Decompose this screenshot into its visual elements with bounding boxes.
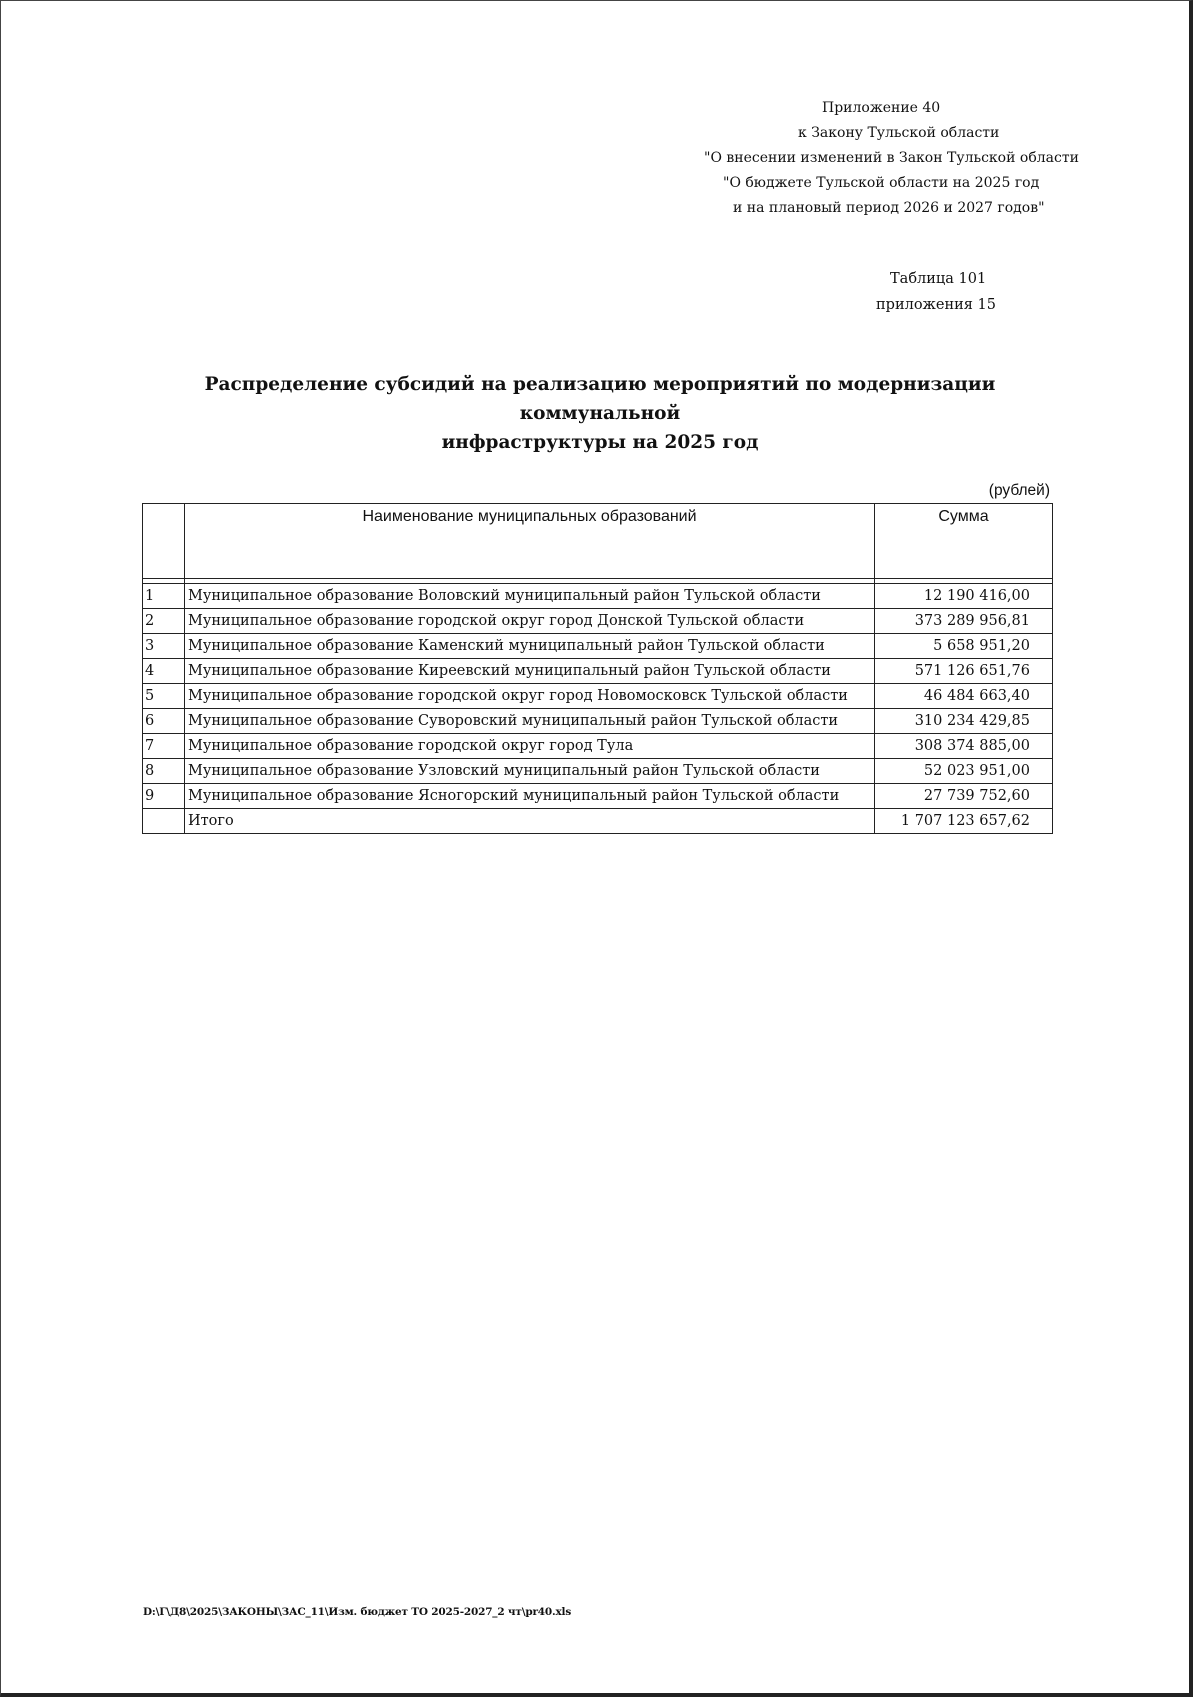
appendix-line-1: Приложение 40 xyxy=(822,100,941,116)
row-num: 3 xyxy=(143,634,185,659)
appendix-line-4: "О бюджете Тульской области на 2025 год xyxy=(723,175,1040,191)
row-num: 1 xyxy=(143,584,185,609)
total-label: Итого xyxy=(185,809,875,834)
table-row xyxy=(143,709,1053,734)
header-sum: Сумма xyxy=(875,504,1053,579)
row-num: 5 xyxy=(143,684,185,709)
row-sum: 52 023 951,00 xyxy=(875,759,1053,784)
appendix-line-3: "О внесении изменений в Закон Тульской области xyxy=(704,150,1079,166)
table-row xyxy=(143,684,1053,709)
row-name: Муниципальное образование Ясногорский муниципальный район Тульской области xyxy=(185,784,875,809)
row-name: Муниципальное образование городской округ город Донской Тульской области xyxy=(185,609,875,634)
row-sum: 373 289 956,81 xyxy=(875,609,1053,634)
row-name: Муниципальное образование Суворовский муниципальный район Тульской области xyxy=(185,709,875,734)
table-row xyxy=(143,784,1053,809)
units-label: (рублей) xyxy=(988,482,1050,499)
table-row xyxy=(143,584,1053,609)
document-title xyxy=(140,370,1060,457)
row-sum: 5 658 951,20 xyxy=(875,634,1053,659)
header-name: Наименование муниципальных образований xyxy=(185,504,875,579)
table-row xyxy=(143,634,1053,659)
row-sum: 46 484 663,40 xyxy=(875,684,1053,709)
table-ref-line-2: приложения 15 xyxy=(876,297,997,313)
table-header-row xyxy=(143,504,1053,579)
row-num: 9 xyxy=(143,784,185,809)
row-num: 8 xyxy=(143,759,185,784)
row-sum: 571 126 651,76 xyxy=(875,659,1053,684)
appendix-line-2: к Закону Тульской области xyxy=(798,125,1000,141)
row-num: 2 xyxy=(143,609,185,634)
row-name: Муниципальное образование Воловский муниципальный район Тульской области xyxy=(185,584,875,609)
row-name: Муниципальное образование Каменский муниципальный район Тульской области xyxy=(185,634,875,659)
total-sum: 1 707 123 657,62 xyxy=(875,809,1053,834)
row-name: Муниципальное образование Киреевский муниципальный район Тульской области xyxy=(185,659,875,684)
title-line-2: инфраструктуры на 2025 год xyxy=(441,432,759,453)
footer-file-path: D:\Г\Д8\2025\ЗАКОНЫ\ЗАС_11\Изм. бюджет ТО 2025-2027_2 чт\pr40.xls xyxy=(143,1606,572,1618)
table-row xyxy=(143,759,1053,784)
table-ref-line-1: Таблица 101 xyxy=(890,271,987,287)
table-total-row xyxy=(143,809,1053,834)
row-num: 4 xyxy=(143,659,185,684)
table-reference xyxy=(876,266,996,318)
distribution-table xyxy=(142,503,1053,834)
row-name: Муниципальное образование городской округ город Тула xyxy=(185,734,875,759)
table-row xyxy=(143,659,1053,684)
row-num: 7 xyxy=(143,734,185,759)
row-num: 6 xyxy=(143,709,185,734)
row-name: Муниципальное образование городской округ город Новомосковск Тульской области xyxy=(185,684,875,709)
table-row xyxy=(143,609,1053,634)
row-name: Муниципальное образование Узловский муниципальный район Тульской области xyxy=(185,759,875,784)
total-num xyxy=(143,809,185,834)
header-num xyxy=(143,504,185,579)
row-sum: 12 190 416,00 xyxy=(875,584,1053,609)
appendix-line-5: и на плановый период 2026 и 2027 годов" xyxy=(733,200,1045,216)
row-sum: 310 234 429,85 xyxy=(875,709,1053,734)
row-sum: 27 739 752,60 xyxy=(875,784,1053,809)
appendix-header xyxy=(640,96,1080,221)
table-row xyxy=(143,734,1053,759)
row-sum: 308 374 885,00 xyxy=(875,734,1053,759)
title-line-1: Распределение субсидий на реализацию мероприятий по модернизации коммунальной xyxy=(204,374,996,424)
